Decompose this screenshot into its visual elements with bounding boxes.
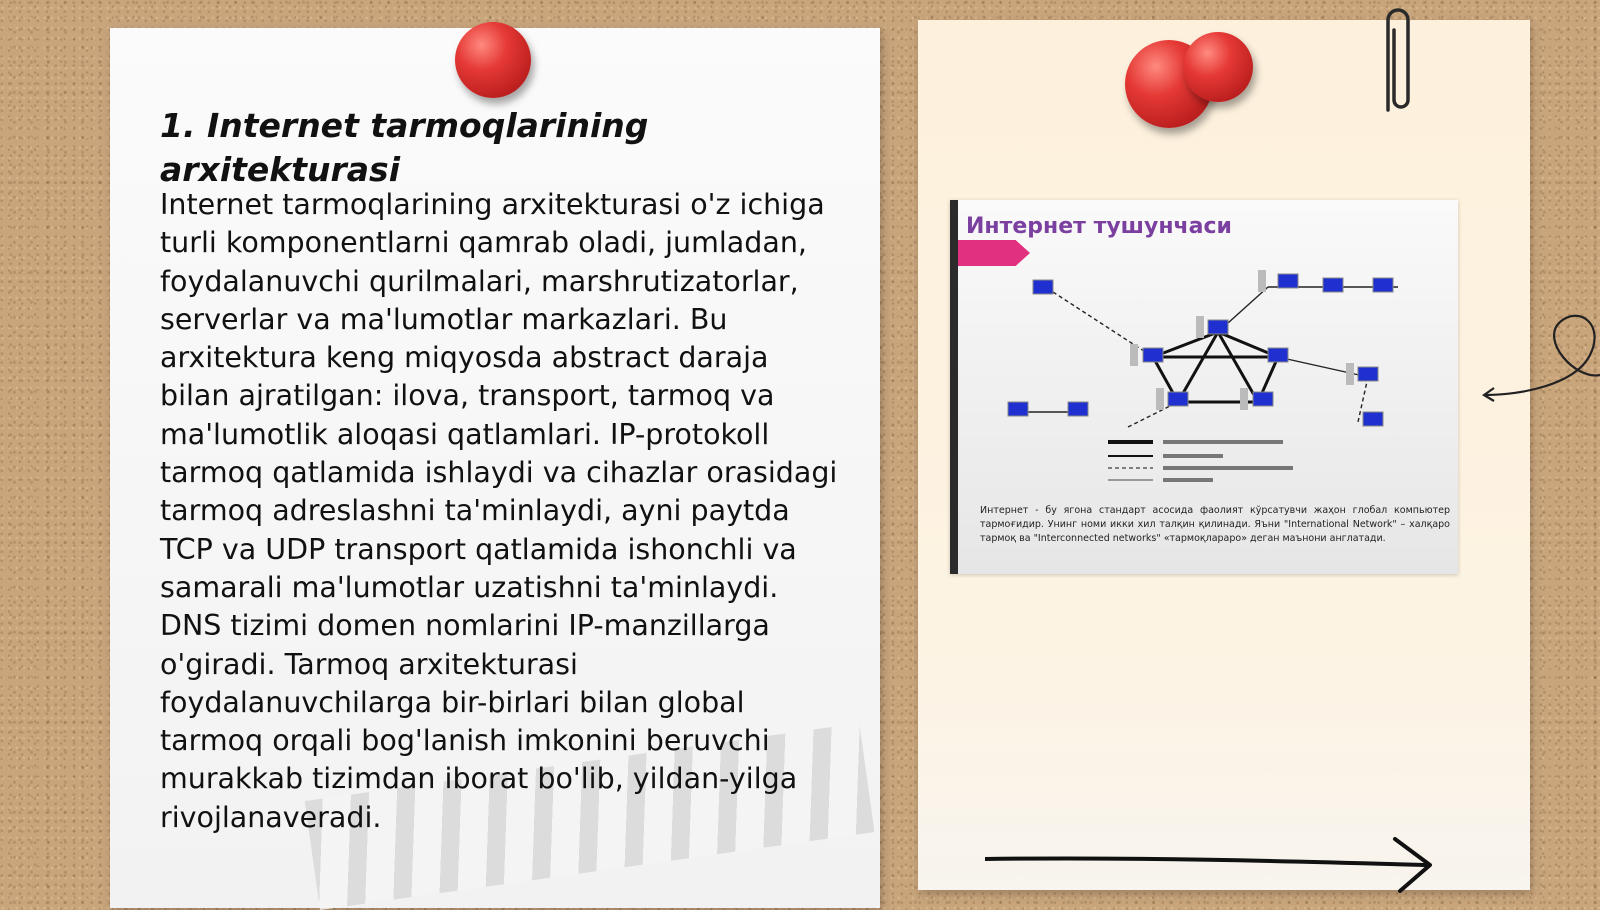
pushpin-icon bbox=[1183, 32, 1253, 102]
arrow-right-icon bbox=[985, 835, 1455, 895]
decorative-swirl-icon bbox=[1480, 300, 1600, 410]
paperclip-icon bbox=[1378, 0, 1412, 120]
pushpin-icon bbox=[455, 22, 531, 98]
slide-image-title: Интернет тушунчаси bbox=[966, 214, 1232, 239]
embedded-slide-image bbox=[950, 200, 1458, 574]
body-paragraph: Internet tarmoqlarining arxitekturasi o'z ichiga turli komponentlarni qamrab oladi, jumladan, foydalanuvchi qurilmalari, marshrutizatorlar, serverlar va ma'lumotlar markazlari. Bu arxitektura keng miqyosda abstract daraja bilan ajratilgan: ilova, transport, tarmoq va ma'lumotlik aloqasi qatlamlari. IP-protokoll tarmoq qatlamida ishlaydi va cihazlar orasidagi tarmoq adreslashni ta'minlaydi, ayni paytda TCP va UDP transport qatlamida ishonchli va samarali ma'lumotlar uzatishni ta'minlaydi. DNS tizimi domen nomlarini IP-manzillarga o'giradi. Tarmoq arxitekturasi foydalanuvchilarga bir-birlari bilan global tarmoq orqali bog'lanish imkonini beruvchi murakkab tizimdan iborat bo'lib, yildan-yilga rivojlanaveradi. bbox=[160, 188, 838, 834]
slide-image-caption: Интернет - бу ягона стандарт асосида фаолият кўрсатувчи жаҳон глобал компьютер тармоғидир. Унинг номи икки хил талқин қилинади. Яъни "International Network" – халқаро тармоқ ва "Interconnected networks" «тармоқлараро» деган маънони англатади. bbox=[980, 505, 1450, 544]
network-diagram bbox=[978, 262, 1448, 492]
slide-heading: 1. Internet tarmoqlarining arxitekturasi bbox=[160, 106, 649, 189]
